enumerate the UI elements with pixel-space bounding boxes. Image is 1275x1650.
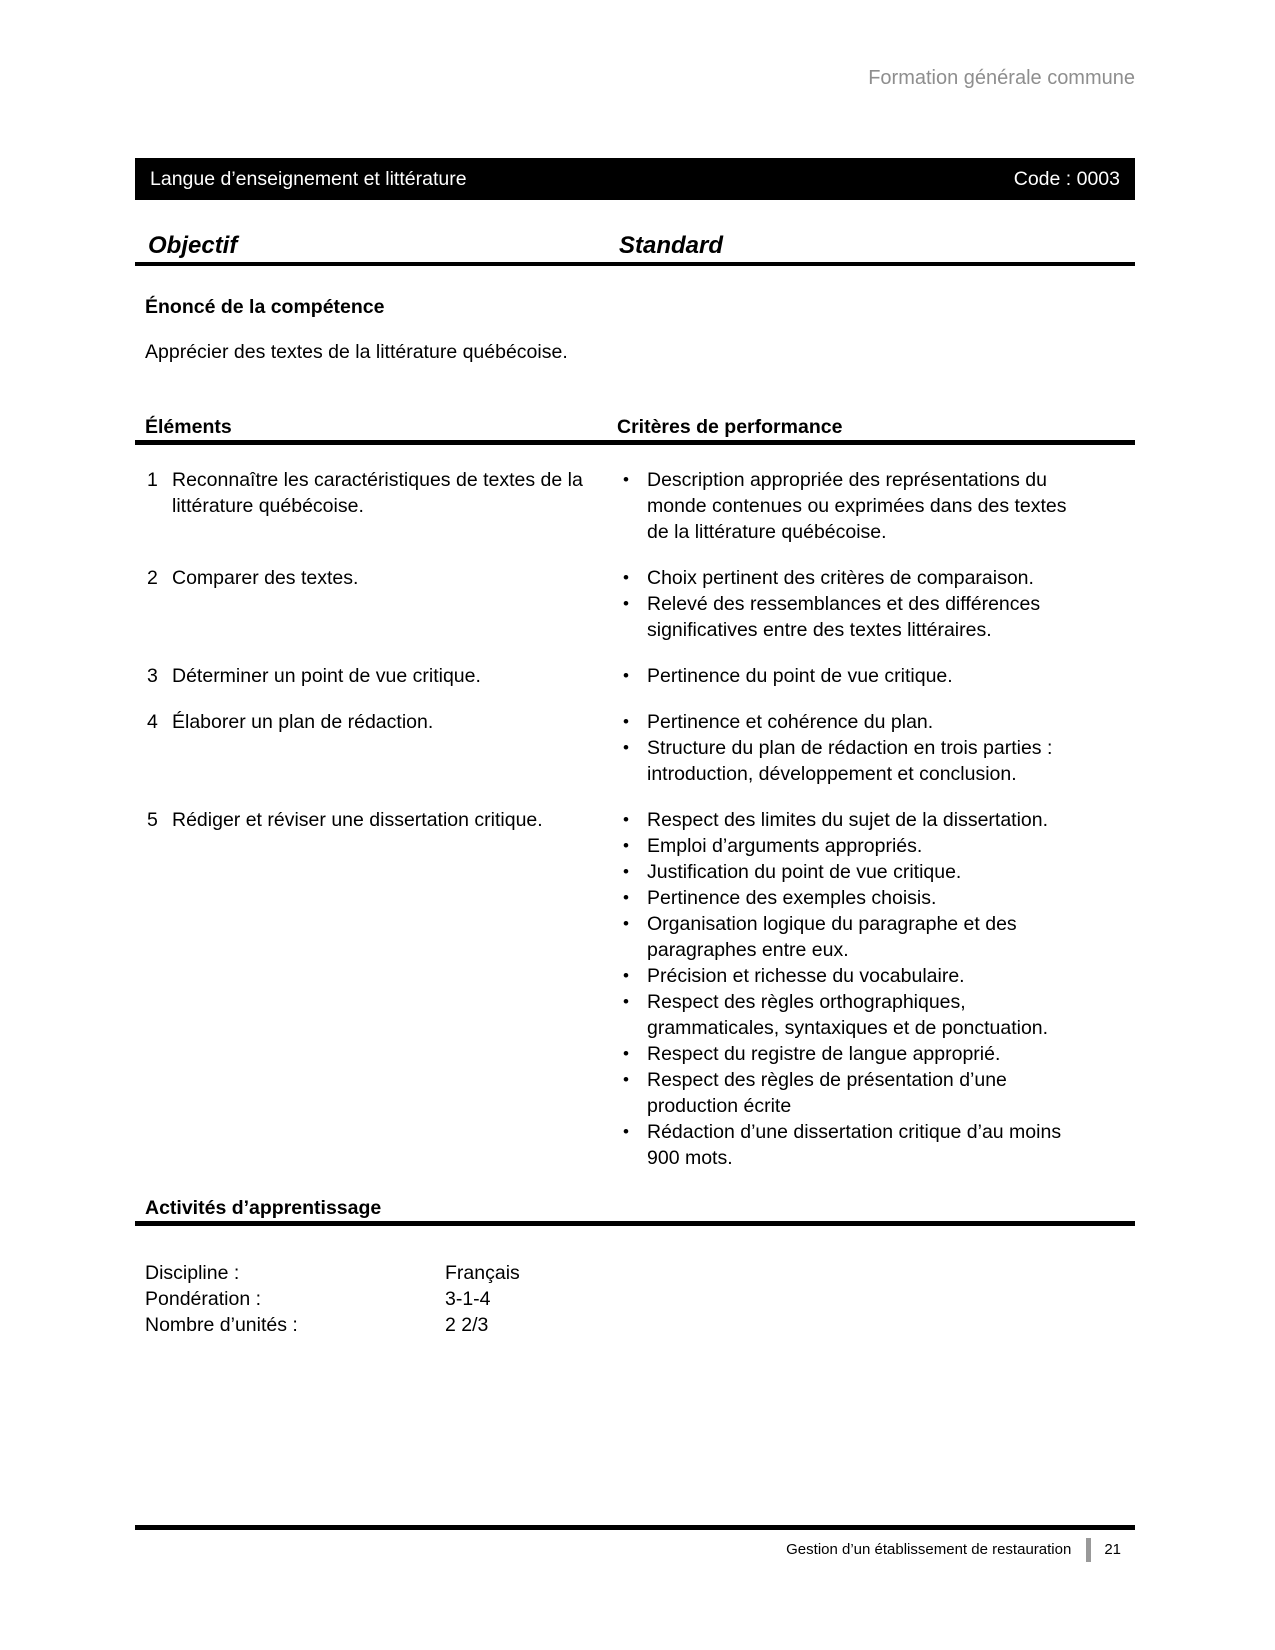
criteria-list xyxy=(617,663,1082,689)
activity-field-row xyxy=(135,1312,1135,1338)
field-value: 3-1-4 xyxy=(445,1288,491,1310)
bullet-icon: • xyxy=(623,738,629,757)
criterion-text: Organisation logique du paragraphe et des paragraphes entre eux. xyxy=(647,913,1017,961)
bullet-icon: • xyxy=(623,992,629,1011)
bullet-icon: • xyxy=(623,888,629,907)
criterion-text: Structure du plan de rédaction en trois parties : introduction, développement et conclusion. xyxy=(647,737,1053,785)
criterion-item xyxy=(617,911,1082,963)
page-footer xyxy=(135,1525,1135,1563)
course-title: Langue d’enseignement et littérature xyxy=(150,168,467,190)
element-number: 2 xyxy=(147,567,158,589)
field-label: Nombre d’unités : xyxy=(145,1314,298,1336)
criterion-text: Choix pertinent des critères de comparaison. xyxy=(647,567,1034,589)
criterion-text: Respect des limites du sujet de la dissertation. xyxy=(647,809,1049,831)
element-row xyxy=(135,807,1135,1171)
criterion-item xyxy=(617,1119,1082,1171)
bullet-icon: • xyxy=(623,666,629,685)
criteria-list xyxy=(617,565,1082,643)
elements-column-header: Éléments xyxy=(145,416,232,438)
element-text: Rédiger et réviser une dissertation critique. xyxy=(172,809,543,831)
standard-heading: Standard xyxy=(619,232,724,259)
bullet-icon: • xyxy=(623,1070,629,1089)
bullet-icon: • xyxy=(623,862,629,881)
element-text: Déterminer un point de vue critique. xyxy=(172,665,481,687)
criterion-item xyxy=(617,663,1082,689)
criterion-item xyxy=(617,591,1082,643)
bullet-icon: • xyxy=(623,966,629,985)
activities-fields xyxy=(135,1260,1135,1338)
criterion-item xyxy=(617,467,1082,545)
criterion-text: Description appropriée des représentations du monde contenues ou exprimées dans des textes de la littérature québécoise. xyxy=(647,469,1067,543)
criteria-list xyxy=(617,709,1082,787)
criterion-text: Respect des règles orthographiques, grammaticales, syntaxiques et de ponctuation. xyxy=(647,991,1049,1039)
bullet-icon: • xyxy=(623,594,629,613)
bullet-icon: • xyxy=(623,1044,629,1063)
field-value: 2 2/3 xyxy=(445,1314,489,1336)
bullet-icon: • xyxy=(623,470,629,489)
bullet-icon: • xyxy=(623,568,629,587)
table-header-row xyxy=(135,414,1135,445)
criterion-item xyxy=(617,885,1082,911)
bullet-icon: • xyxy=(623,712,629,731)
section-headers-row xyxy=(135,232,1135,266)
element-text: Élaborer un plan de rédaction. xyxy=(172,711,434,733)
field-value: Français xyxy=(445,1262,520,1284)
criterion-item xyxy=(617,1041,1082,1067)
competence-statement: Apprécier des textes de la littérature québécoise. xyxy=(145,341,568,363)
element-row xyxy=(135,565,1135,643)
criterion-item xyxy=(617,807,1082,833)
criterion-text: Justification du point de vue critique. xyxy=(647,861,962,883)
element-number: 5 xyxy=(147,809,158,831)
elements-table xyxy=(135,467,1135,1171)
criterion-item xyxy=(617,709,1082,735)
activity-field-row xyxy=(135,1286,1135,1312)
course-code: Code : 0003 xyxy=(1013,168,1120,190)
element-number: 4 xyxy=(147,711,158,733)
element-number: 3 xyxy=(147,665,158,687)
footer-row xyxy=(135,1537,1135,1563)
bullet-icon: • xyxy=(623,810,629,829)
criterion-text: Relevé des ressemblances et des différences significatives entre des textes littéraires. xyxy=(647,593,1041,641)
criterion-text: Pertinence des exemples choisis. xyxy=(647,887,937,909)
criterion-item xyxy=(617,565,1082,591)
page-number-separator xyxy=(1086,1538,1091,1562)
element-text: Comparer des textes. xyxy=(172,567,359,589)
running-header: Formation générale commune xyxy=(868,67,1135,89)
activities-heading: Activités d’apprentissage xyxy=(135,1195,1135,1226)
criterion-item xyxy=(617,735,1082,787)
bullet-icon: • xyxy=(623,1122,629,1141)
criteria-list xyxy=(617,467,1082,545)
field-label: Discipline : xyxy=(145,1262,240,1284)
bullet-icon: • xyxy=(623,836,629,855)
criterion-text: Respect des règles de présentation d’une production écrite xyxy=(647,1069,1007,1117)
criterion-text: Emploi d’arguments appropriés. xyxy=(647,835,923,857)
criterion-text: Respect du registre de langue approprié. xyxy=(647,1043,1001,1065)
bullet-icon: • xyxy=(623,914,629,933)
criterion-item xyxy=(617,1067,1082,1119)
criterion-item xyxy=(617,833,1082,859)
element-number: 1 xyxy=(147,469,158,491)
criterion-text: Précision et richesse du vocabulaire. xyxy=(647,965,965,987)
criterion-text: Pertinence du point de vue critique. xyxy=(647,665,953,687)
page-number: 21 xyxy=(1104,1541,1121,1558)
criterion-item xyxy=(617,859,1082,885)
title-bar xyxy=(135,158,1135,200)
criteres-column-header: Critères de performance xyxy=(617,416,843,438)
activity-field-row xyxy=(135,1260,1135,1286)
criterion-text: Pertinence et cohérence du plan. xyxy=(647,711,934,733)
criterion-item xyxy=(617,963,1082,989)
objectif-heading: Objectif xyxy=(148,232,238,259)
element-row xyxy=(135,709,1135,787)
competence-heading: Énoncé de la compétence xyxy=(145,296,385,318)
document-page xyxy=(135,0,1135,1338)
field-label: Pondération : xyxy=(145,1288,262,1310)
element-row xyxy=(135,467,1135,545)
criteria-list xyxy=(617,807,1082,1171)
element-row xyxy=(135,663,1135,689)
footer-document-title: Gestion d’un établissement de restauration xyxy=(786,1541,1072,1558)
criterion-text: Rédaction d’une dissertation critique d’au moins 900 mots. xyxy=(647,1121,1062,1169)
criterion-item xyxy=(617,989,1082,1041)
element-text: Reconnaître les caractéristiques de textes de la littérature québécoise. xyxy=(172,469,583,517)
